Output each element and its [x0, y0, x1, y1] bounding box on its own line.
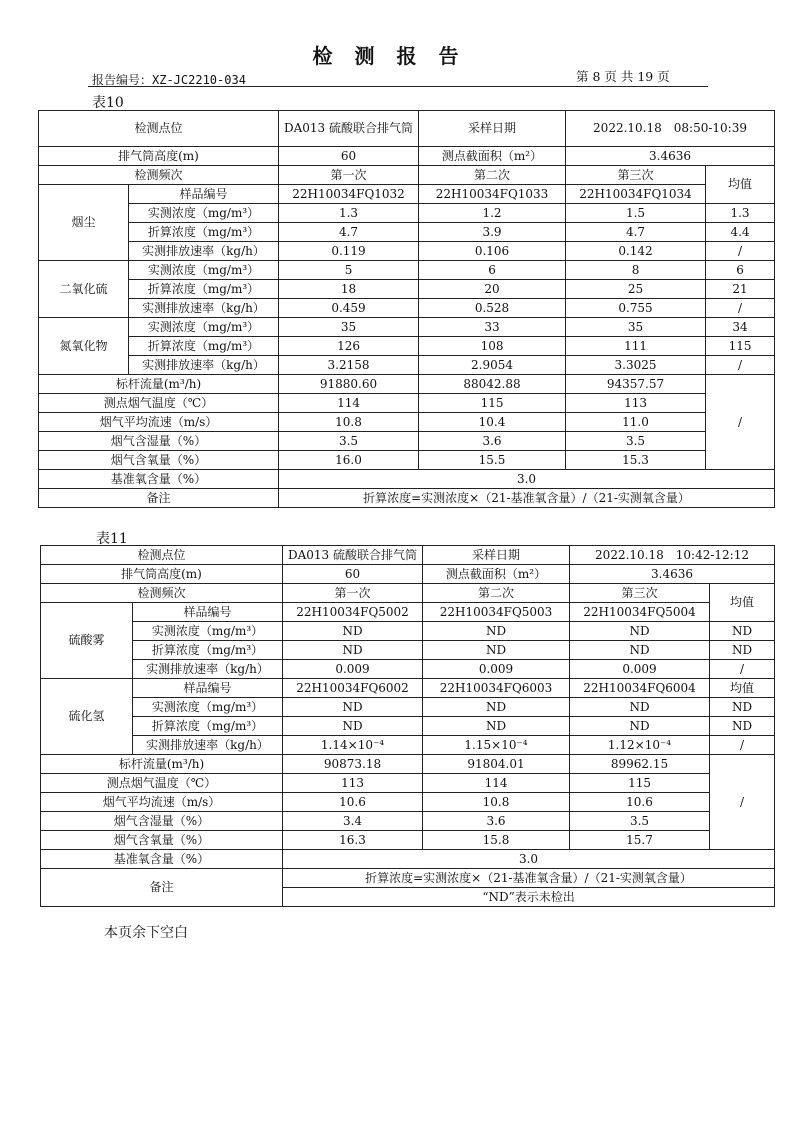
cell: ND — [570, 641, 710, 660]
cell: ND — [283, 698, 423, 717]
label-o2: 烟气含氧量（%） — [39, 451, 279, 470]
table-row — [39, 166, 775, 185]
cell: 1.5 — [566, 204, 706, 223]
table-row — [39, 337, 775, 356]
cell: 0.755 — [566, 299, 706, 318]
run-3: 第三次 — [566, 166, 706, 185]
cell: 3.6 — [423, 812, 570, 831]
cell: 114 — [423, 774, 570, 793]
cell: 88042.88 — [419, 375, 566, 394]
table-row — [41, 603, 775, 622]
label-hum: 烟气含湿量（%） — [39, 432, 279, 451]
remark-formula: 折算浓度=实测浓度×（21-基准氧含量）/（21-实测氧含量） — [283, 869, 775, 888]
table-row — [41, 717, 775, 736]
date-value: 2022.10.18 08:50-10:39 — [566, 111, 775, 147]
sample-1: 22H10034FQ1032 — [279, 185, 419, 204]
cell: 115 — [419, 394, 566, 413]
table-row — [39, 318, 775, 337]
label-conv: 折算浓度（mg/m³） — [129, 280, 279, 299]
label-sample: 样品编号 — [133, 603, 283, 622]
table-row — [41, 831, 775, 850]
table-row — [41, 565, 775, 584]
cell: 90873.18 — [283, 755, 423, 774]
cell: ND — [710, 717, 775, 736]
label-rate: 实测排放速率（kg/h） — [133, 736, 283, 755]
label-avg: 均值 — [706, 166, 775, 204]
table-row — [41, 584, 775, 603]
cell: 0.528 — [419, 299, 566, 318]
header-rule — [88, 86, 708, 87]
cell: 20 — [419, 280, 566, 299]
sample-avg-label: 均值 — [710, 679, 775, 698]
cell: 2.9054 — [419, 356, 566, 375]
table-row — [39, 299, 775, 318]
cell: 35 — [566, 318, 706, 337]
table-row — [39, 394, 775, 413]
cell: 35 — [279, 318, 419, 337]
label-flow: 标杆流量(m³/h) — [39, 375, 279, 394]
table-row — [41, 641, 775, 660]
label-point: 检测点位 — [39, 111, 279, 147]
table-row — [39, 375, 775, 394]
cell: 0.106 — [419, 242, 566, 261]
label-meas: 实测浓度（mg/m³） — [133, 622, 283, 641]
table-row — [39, 147, 775, 166]
cell: 3.3025 — [566, 356, 706, 375]
table-row — [39, 451, 775, 470]
label-temp: 测点烟气温度（℃） — [41, 774, 283, 793]
label-rate: 实测排放速率（kg/h） — [129, 242, 279, 261]
label-height: 排气筒高度(m) — [39, 147, 279, 166]
cell: ND — [283, 622, 423, 641]
cell: 111 — [566, 337, 706, 356]
table-row — [39, 204, 775, 223]
cell: 10.8 — [423, 793, 570, 812]
label-area: 测点截面积（m²） — [423, 565, 570, 584]
run-1: 第一次 — [283, 584, 423, 603]
label-sample: 样品编号 — [133, 679, 283, 698]
cell: ND — [423, 622, 570, 641]
label-rate: 实测排放速率（kg/h） — [129, 299, 279, 318]
cell: 1.12×10⁻⁴ — [570, 736, 710, 755]
table-row — [39, 432, 775, 451]
cell: 11.0 — [566, 413, 706, 432]
sample-2: 22H10034FQ1033 — [419, 185, 566, 204]
label-temp: 测点烟气温度（℃） — [39, 394, 279, 413]
table-row — [41, 546, 775, 565]
label-meas: 实测浓度（mg/m³） — [129, 204, 279, 223]
point-value: DA013 硫酸联合排气筒 — [283, 546, 423, 565]
cell: 1.15×10⁻⁴ — [423, 736, 570, 755]
label-meas: 实测浓度（mg/m³） — [129, 318, 279, 337]
label-height: 排气筒高度(m) — [41, 565, 283, 584]
table-row — [39, 356, 775, 375]
cell: 94357.57 — [566, 375, 706, 394]
cell: 15.7 — [570, 831, 710, 850]
table-row — [41, 755, 775, 774]
remark-nd: “ND”表示未检出 — [283, 888, 775, 907]
nox-label: 氮氧化物 — [39, 318, 129, 375]
cell: ND — [423, 717, 570, 736]
table-row — [39, 261, 775, 280]
cell: 10.8 — [279, 413, 419, 432]
table11-caption: 表11 — [96, 531, 128, 547]
cell: 8 — [566, 261, 706, 280]
cell: 113 — [566, 394, 706, 413]
table-row — [39, 223, 775, 242]
label-conv: 折算浓度（mg/m³） — [133, 641, 283, 660]
cell: 1.14×10⁻⁴ — [283, 736, 423, 755]
cell: / — [706, 242, 775, 261]
so2-label: 二氧化硫 — [39, 261, 129, 318]
run-1: 第一次 — [279, 166, 419, 185]
table10-caption: 表10 — [92, 95, 124, 111]
h2s-label: 硫化氢 — [41, 679, 133, 755]
cell: ND — [570, 622, 710, 641]
label-freq: 检测频次 — [41, 584, 283, 603]
cell: 0.009 — [283, 660, 423, 679]
label-refo2: 基准氧含量（%） — [41, 850, 283, 869]
table-row — [39, 280, 775, 299]
cell: 10.4 — [419, 413, 566, 432]
label-sample: 样品编号 — [129, 185, 279, 204]
cell: / — [710, 736, 775, 755]
cell: 16.3 — [283, 831, 423, 850]
label-conv: 折算浓度（mg/m³） — [133, 717, 283, 736]
dust-label: 烟尘 — [39, 185, 129, 261]
cell: 34 — [706, 318, 775, 337]
cell: ND — [570, 698, 710, 717]
run-2: 第二次 — [419, 166, 566, 185]
cell: 3.4 — [283, 812, 423, 831]
cell: 3.5 — [566, 432, 706, 451]
cell: 0.009 — [423, 660, 570, 679]
cell: 6 — [419, 261, 566, 280]
height-value: 60 — [283, 565, 423, 584]
sample-3: 22H10034FQ1034 — [566, 185, 706, 204]
cell: ND — [423, 698, 570, 717]
label-rate: 实测排放速率（kg/h） — [133, 660, 283, 679]
cell: 3.5 — [570, 812, 710, 831]
cell: 89962.15 — [570, 755, 710, 774]
table-row — [41, 698, 775, 717]
label-remark: 备注 — [39, 489, 279, 508]
sample-2: 22H10034FQ5003 — [423, 603, 570, 622]
cell: 126 — [279, 337, 419, 356]
cell: 3.9 — [419, 223, 566, 242]
label-avg: 均值 — [710, 584, 775, 622]
cell: / — [706, 356, 775, 375]
cell: 115 — [570, 774, 710, 793]
cell: ND — [283, 717, 423, 736]
label-conv: 折算浓度（mg/m³） — [129, 223, 279, 242]
cell: 6 — [706, 261, 775, 280]
page-title: 检测报告 — [312, 44, 481, 68]
cell: 21 — [706, 280, 775, 299]
date-value: 2022.10.18 10:42-12:12 — [570, 546, 775, 565]
label-rate: 实测排放速率（kg/h） — [129, 356, 279, 375]
cell: 0.119 — [279, 242, 419, 261]
cell: 5 — [279, 261, 419, 280]
cell: 33 — [419, 318, 566, 337]
table-row — [39, 111, 775, 147]
cell: 4.7 — [566, 223, 706, 242]
label-hum: 烟气含湿量（%） — [41, 812, 283, 831]
label-meas: 实测浓度（mg/m³） — [129, 261, 279, 280]
cell: 108 — [419, 337, 566, 356]
label-conv: 折算浓度（mg/m³） — [129, 337, 279, 356]
height-value: 60 — [279, 147, 419, 166]
table-row — [41, 774, 775, 793]
cell: ND — [710, 698, 775, 717]
table10 — [38, 110, 775, 508]
sample-3: 22H10034FQ5004 — [570, 603, 710, 622]
report-number: 报告编号：XZ-JC2210-034 — [92, 73, 246, 87]
cell: 3.5 — [279, 432, 419, 451]
table-row — [41, 679, 775, 698]
cell: 114 — [279, 394, 419, 413]
cell: / — [710, 660, 775, 679]
label-flow: 标杆流量(m³/h) — [41, 755, 283, 774]
page-number: 第 8 页 共 19 页 — [576, 69, 670, 84]
cell: 15.5 — [419, 451, 566, 470]
cell: 10.6 — [570, 793, 710, 812]
cell: 18 — [279, 280, 419, 299]
table-row — [39, 413, 775, 432]
cell: 1.3 — [279, 204, 419, 223]
cell: / — [706, 299, 775, 318]
sample-1: 22H10034FQ5002 — [283, 603, 423, 622]
sample-1: 22H10034FQ6002 — [283, 679, 423, 698]
params-avg: / — [710, 755, 775, 850]
cell: ND — [570, 717, 710, 736]
table-row — [41, 869, 775, 888]
table11 — [40, 545, 775, 907]
refo2-value: 3.0 — [283, 850, 775, 869]
label-meas: 实测浓度（mg/m³） — [133, 698, 283, 717]
table-row — [41, 812, 775, 831]
cell: ND — [710, 641, 775, 660]
run-2: 第二次 — [423, 584, 570, 603]
remark-value: 折算浓度=实测浓度×（21-基准氧含量）/（21-实测氧含量） — [279, 489, 775, 508]
refo2-value: 3.0 — [279, 470, 775, 489]
cell: 91804.01 — [423, 755, 570, 774]
cell: ND — [423, 641, 570, 660]
label-vel: 烟气平均流速（m/s） — [41, 793, 283, 812]
label-vel: 烟气平均流速（m/s） — [39, 413, 279, 432]
cell: 113 — [283, 774, 423, 793]
area-value: 3.4636 — [570, 565, 775, 584]
cell: 0.459 — [279, 299, 419, 318]
params-avg: / — [706, 375, 775, 470]
cell: ND — [710, 622, 775, 641]
label-area: 测点截面积（m²） — [419, 147, 566, 166]
table-row — [41, 793, 775, 812]
cell: 3.2158 — [279, 356, 419, 375]
cell: 115 — [706, 337, 775, 356]
cell: 4.7 — [279, 223, 419, 242]
cell: 16.0 — [279, 451, 419, 470]
page-footer-note: 本页余下空白 — [104, 925, 188, 941]
table-row — [39, 185, 775, 204]
label-refo2: 基准氧含量（%） — [39, 470, 279, 489]
cell: 10.6 — [283, 793, 423, 812]
cell: 4.4 — [706, 223, 775, 242]
cell: 91880.60 — [279, 375, 419, 394]
area-value: 3.4636 — [566, 147, 775, 166]
cell: 15.3 — [566, 451, 706, 470]
label-date: 采样日期 — [423, 546, 570, 565]
cell: 1.3 — [706, 204, 775, 223]
label-freq: 检测频次 — [39, 166, 279, 185]
label-remark: 备注 — [41, 869, 283, 907]
cell: 1.2 — [419, 204, 566, 223]
table-row — [41, 736, 775, 755]
table-row — [39, 489, 775, 508]
label-point: 检测点位 — [41, 546, 283, 565]
sample-3: 22H10034FQ6004 — [570, 679, 710, 698]
run-3: 第三次 — [570, 584, 710, 603]
acid-label: 硫酸雾 — [41, 603, 133, 679]
cell: 25 — [566, 280, 706, 299]
cell: ND — [283, 641, 423, 660]
cell: 0.142 — [566, 242, 706, 261]
label-o2: 烟气含氧量（%） — [41, 831, 283, 850]
cell: 15.8 — [423, 831, 570, 850]
point-value: DA013 硫酸联合排气筒 — [279, 111, 419, 147]
cell: 3.6 — [419, 432, 566, 451]
sample-2: 22H10034FQ6003 — [423, 679, 570, 698]
table-row — [41, 622, 775, 641]
table-row — [41, 850, 775, 869]
table-row — [41, 660, 775, 679]
cell: 0.009 — [570, 660, 710, 679]
table-row — [39, 242, 775, 261]
label-date: 采样日期 — [419, 111, 566, 147]
table-row — [39, 470, 775, 489]
